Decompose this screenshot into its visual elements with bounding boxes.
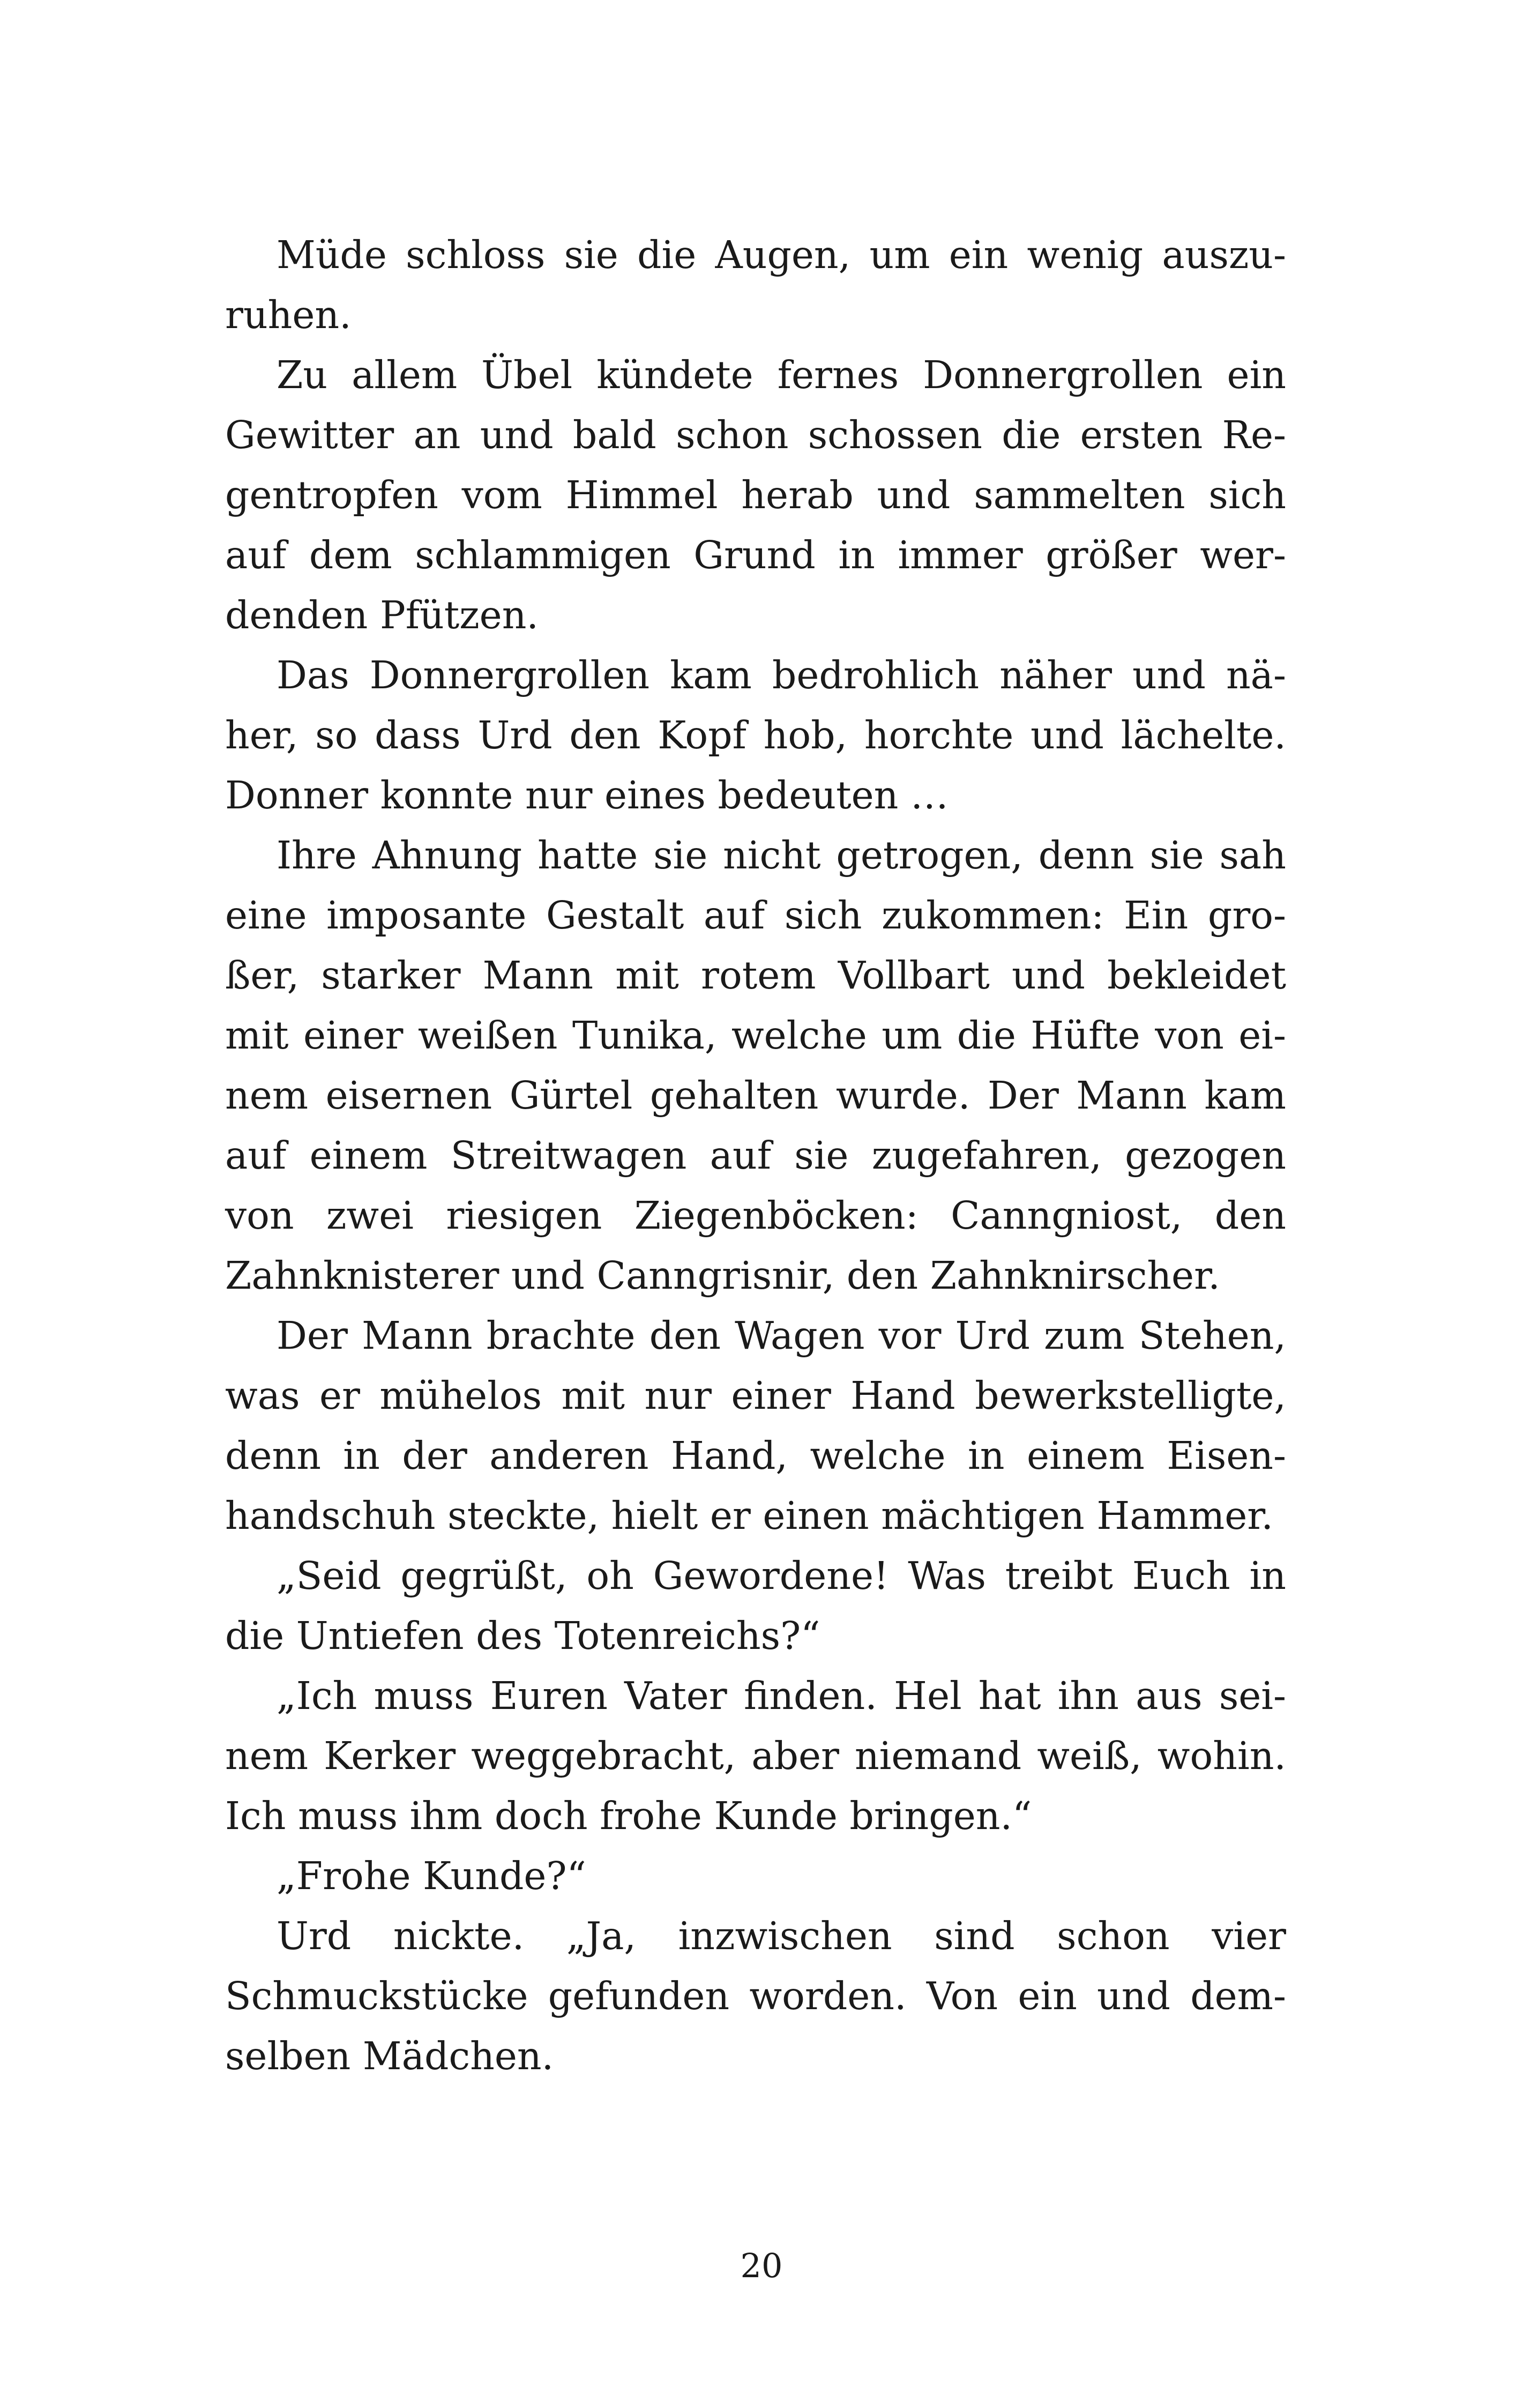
text-line: eine imposante Gestalt auf sich zukommen: Ein gro-: [225, 893, 1286, 938]
text-line: Gewitter an und bald schon schossen die ersten Re-: [225, 413, 1286, 457]
text-line: „Seid gegrüßt, oh Gewordene! Was treibt Euch in: [277, 1554, 1286, 1598]
text-line: handschuh steckte, hielt er einen mächtigen Hammer.: [225, 1493, 1273, 1538]
text-line: Ich muss ihm doch frohe Kunde bringen.“: [225, 1794, 1032, 1838]
page-number: 20: [740, 2246, 783, 2285]
text-line: mit einer weißen Tunika, welche um die Hüfte von ei-: [225, 1013, 1286, 1058]
text-line: „Ich muss Euren Vater finden. Hel hat ihn aus sei-: [277, 1674, 1286, 1718]
text-line: gentropfen vom Himmel herab und sammelten sich: [225, 473, 1286, 517]
text-line: denden Pfützen.: [225, 593, 539, 637]
text-line: Donner konnte nur eines bedeuten …: [225, 773, 949, 817]
text-line: Zu allem Übel kündete fernes Donnergrollen ein: [277, 353, 1286, 397]
body-text: [225, 225, 1286, 2086]
text-line: nem Kerker weggebracht, aber niemand weiß, wohin.: [225, 1734, 1286, 1778]
text-line: „Frohe Kunde?“: [277, 1854, 586, 1898]
text-line: Urd nickte. „Ja, inzwischen sind schon vier: [277, 1914, 1286, 1958]
text-line: Schmuckstücke gefunden worden. Von ein und dem-: [225, 1974, 1286, 2018]
text-line: selben Mädchen.: [225, 2034, 554, 2078]
text-line: was er mühelos mit nur einer Hand bewerkstelligte,: [225, 1373, 1286, 1418]
text-line: auf dem schlammigen Grund in immer größer wer-: [225, 533, 1286, 577]
text-line: ruhen.: [225, 293, 352, 337]
text-line: nem eisernen Gürtel gehalten wurde. Der Mann kam: [225, 1073, 1286, 1118]
text-line: Der Mann brachte den Wagen vor Urd zum Stehen,: [277, 1313, 1286, 1358]
text-line: auf einem Streitwagen auf sie zugefahren, gezogen: [225, 1133, 1286, 1178]
text-line: Ihre Ahnung hatte sie nicht getrogen, denn sie sah: [277, 833, 1286, 878]
text-line: her, so dass Urd den Kopf hob, horchte und lächelte.: [225, 713, 1286, 757]
text-line: von zwei riesigen Ziegenböcken: Canngniost, den: [225, 1193, 1286, 1238]
text-line: Das Donnergrollen kam bedrohlich näher und nä-: [277, 653, 1286, 697]
text-line: die Untiefen des Totenreichs?“: [225, 1614, 820, 1658]
text-line: ßer, starker Mann mit rotem Vollbart und bekleidet: [225, 953, 1286, 998]
text-line: Zahnknisterer und Canngrisnir, den Zahnknirscher.: [225, 1253, 1220, 1298]
text-line: denn in der anderen Hand, welche in einem Eisen-: [225, 1433, 1286, 1478]
text-line: Müde schloss sie die Augen, um ein wenig auszu-: [277, 233, 1286, 277]
